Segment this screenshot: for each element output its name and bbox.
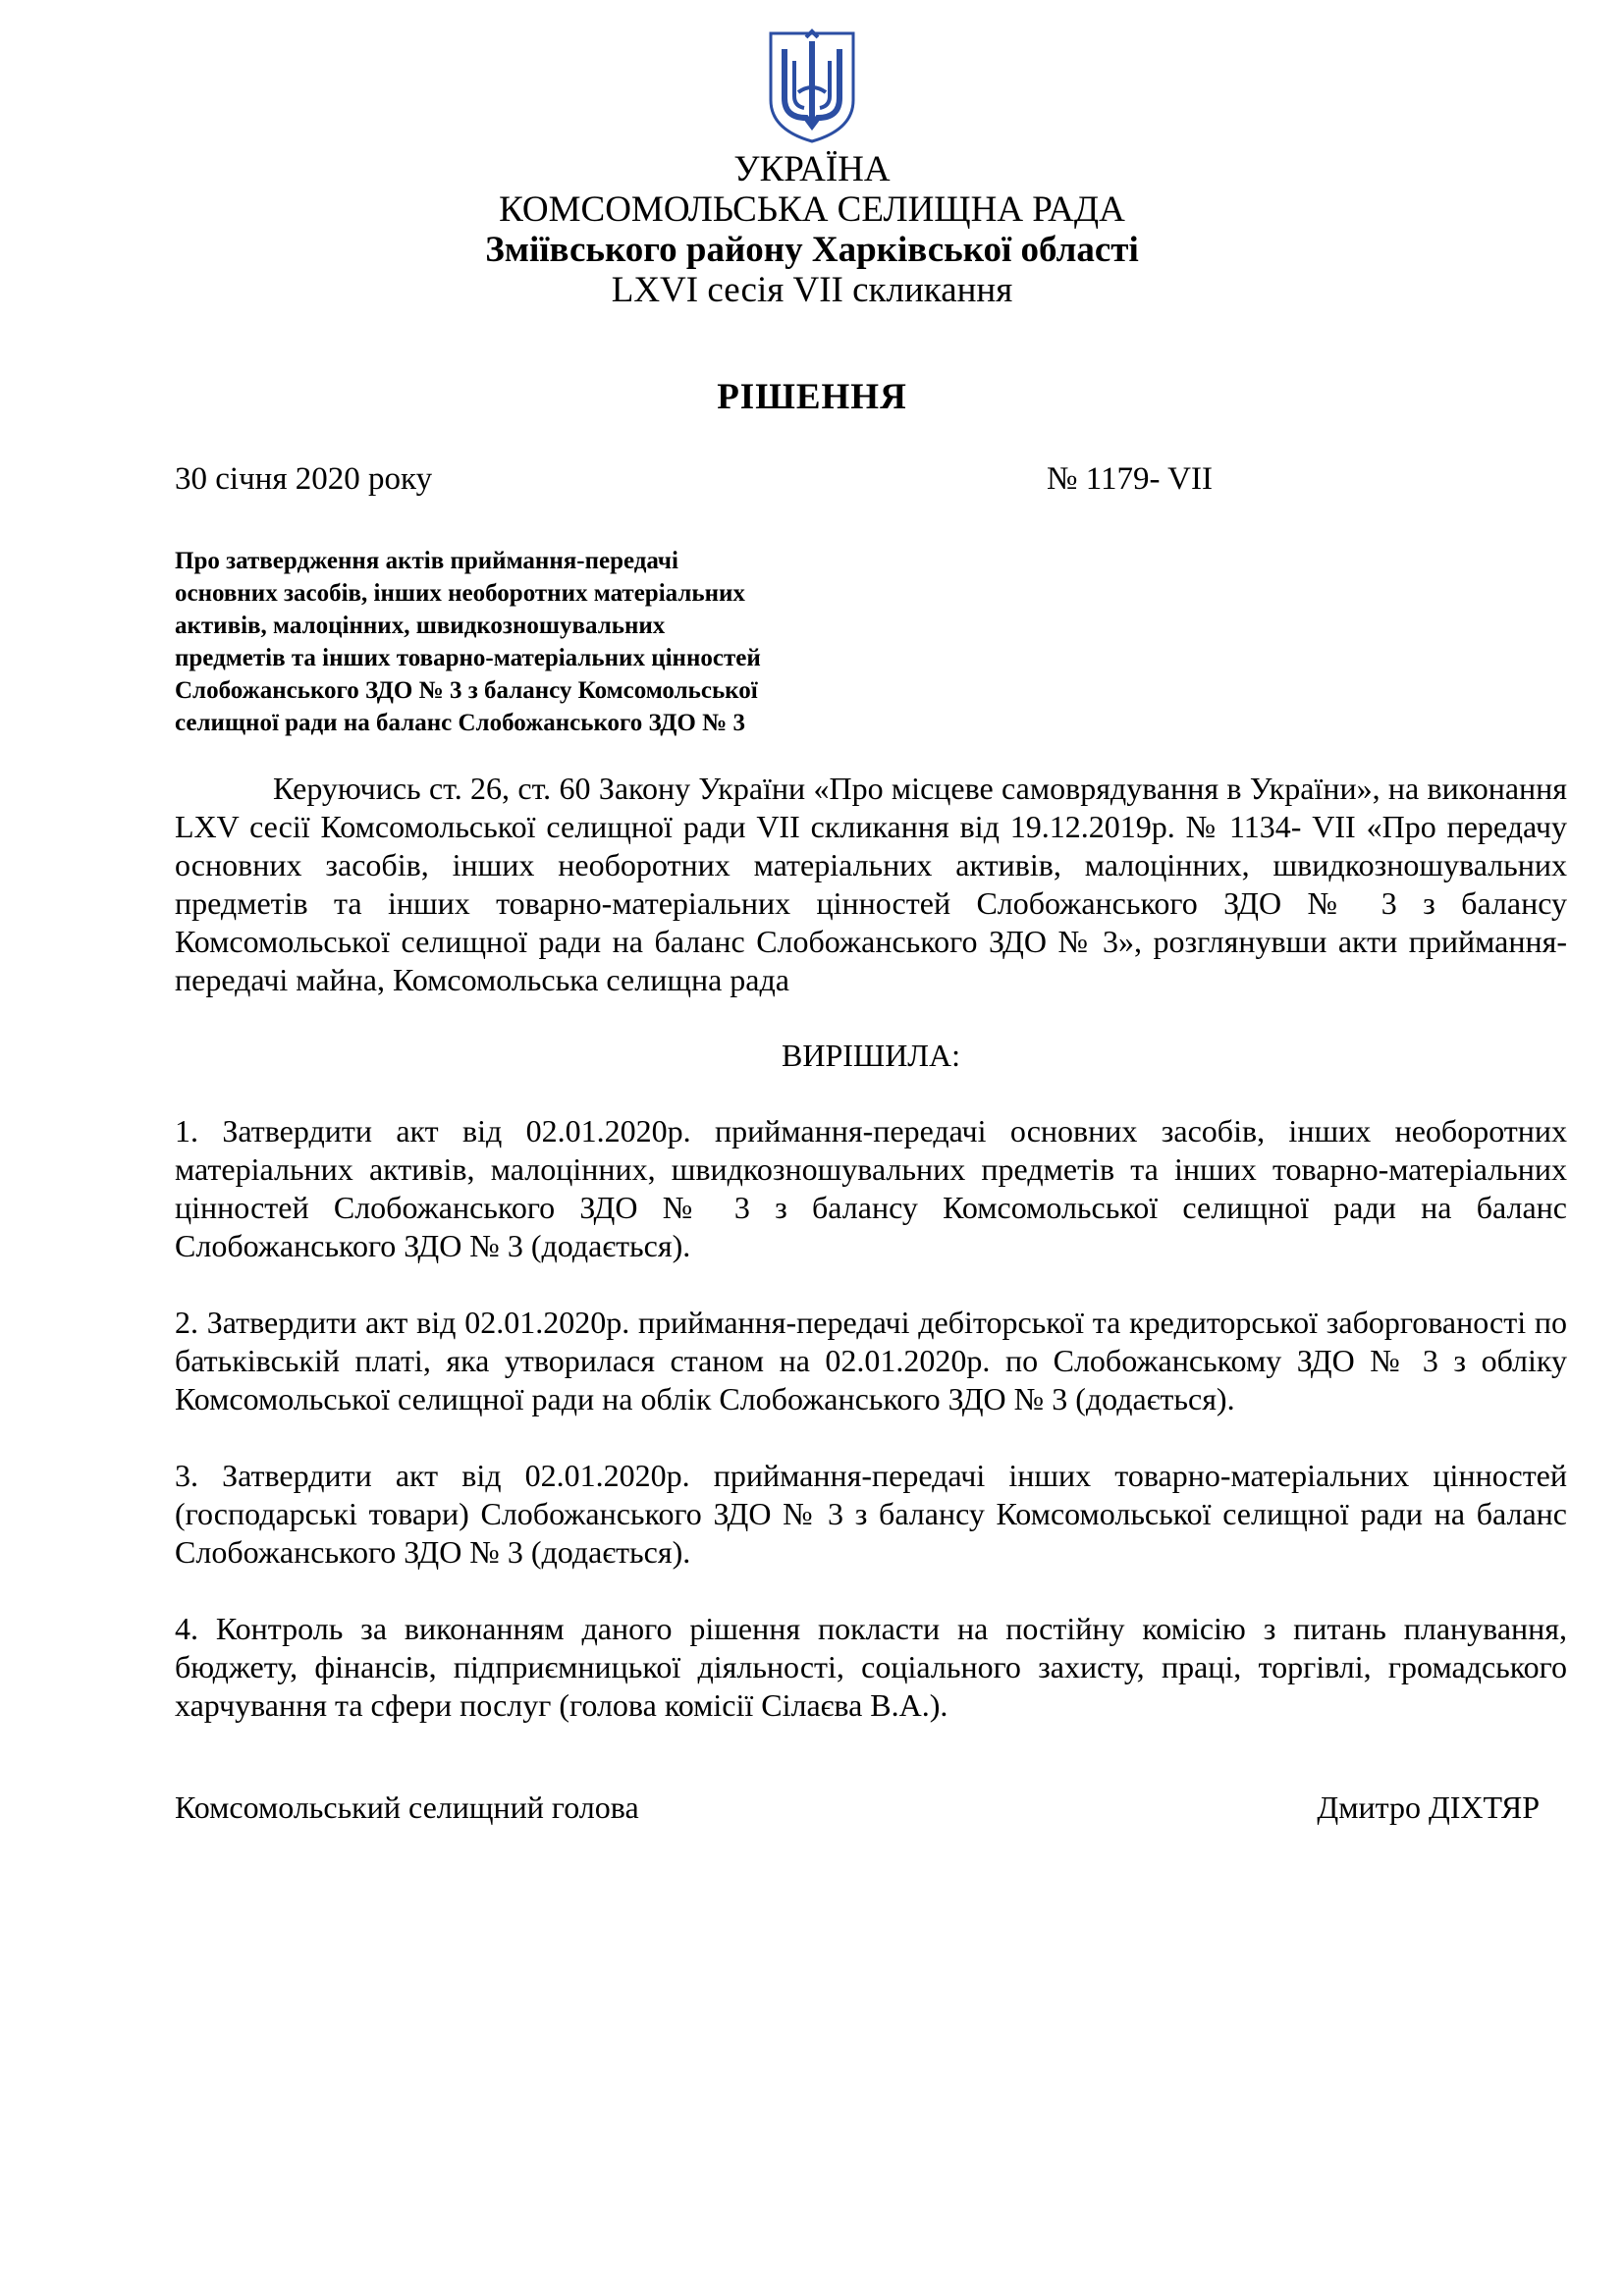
district-name: Зміївського району Харківської області (485, 230, 1139, 270)
document-body (175, 770, 1567, 1763)
preamble-paragraph: Керуючись ст. 26, ст. 60 Закону України «Про місцеве самоврядування в України», на виконання LXV сесії Комсомольської селищної ради VII скликання від 19.12.2019р. № 1134- VII «Про передачу основних засобів, інших необоротних матеріальних активів, малоцінних, швидкозношувальних предметів та інших товарно-матеріальних цінностей Слобожанського ЗДО № 3 з балансу Комсомольської селищної ради на баланс Слобожанського ЗДО № 3», розглянувши акти приймання-передачі майна, Комсомольська селищна рада (175, 771, 1567, 997)
subject-line: Про затвердження актів приймання-передачі (175, 548, 678, 574)
decision-item-1: 1. Затвердити акт від 02.01.2020р. приймання-передачі основних засобів, інших необоротних матеріальних активів, малоцінних, швидкозношувальних предметів та інших товарно-матеріальних цінностей Слобожанського ЗДО № 3 з балансу Комсомольської селищної ради на баланс Слобожанського ЗДО № 3 (додається). (175, 1113, 1567, 1263)
session-name: LXVI сесія VII скликання (611, 270, 1013, 310)
council-name: КОМСОМОЛЬСЬКА СЕЛИЩНА РАДА (499, 189, 1125, 230)
subject-line: Слобожанського ЗДО № 3 з балансу Комсомольської (175, 677, 758, 704)
decision-item-2: 2. Затвердити акт від 02.01.2020р. приймання-передачі дебіторської та кредиторської заборгованості по батьківській платі, яка утворилася станом на 02.01.2020р. по Слобожанському ЗДО № 3 з обліку Комсомольської селищної ради на облік Слобожанського ЗДО № 3 (додається). (175, 1305, 1567, 1416)
ukraine-coat-of-arms-icon (763, 27, 861, 150)
decision-item-3: 3. Затвердити акт від 02.01.2020р. приймання-передачі інших товарно-матеріальних цінностей (господарські товари) Слобожанського ЗДО № 3 з балансу Комсомольської селищної ради на баланс Слобожанського ЗДО № 3 (додається). (175, 1458, 1567, 1570)
signature-title: Комсомольський селищний голова (175, 1789, 639, 1825)
document-header (0, 149, 1624, 310)
decision-item-4: 4. Контроль за виконанням даного рішення покласти на постійну комісію з питань планування, бюджету, фінансів, підприємницької діяльності, соціального захисту, праці, торгівлі, громадського харчування та сфери послуг (голова комісії Сілаєва В.А.). (175, 1611, 1567, 1723)
country-name: УКРАЇНА (733, 149, 891, 189)
subject-line: основних засобів, інших необоротних матеріальних (175, 580, 745, 607)
subject-line: предметів та інших товарно-матеріальних цінностей (175, 645, 761, 671)
signature-name: Дмитро ДІХТЯР (1317, 1789, 1540, 1825)
document-title: РІШЕННЯ (717, 377, 907, 417)
decided-heading: ВИРІШИЛА: (782, 1038, 960, 1073)
subject-line: селищної ради на баланс Слобожанського ЗДО № 3 (175, 710, 745, 736)
document-number: № 1179- VII (1047, 461, 1213, 497)
subject-line: активів, малоцінних, швидкозношувальних (175, 613, 666, 639)
document-subject (175, 545, 862, 739)
document-date: 30 січня 2020 року (175, 461, 433, 497)
